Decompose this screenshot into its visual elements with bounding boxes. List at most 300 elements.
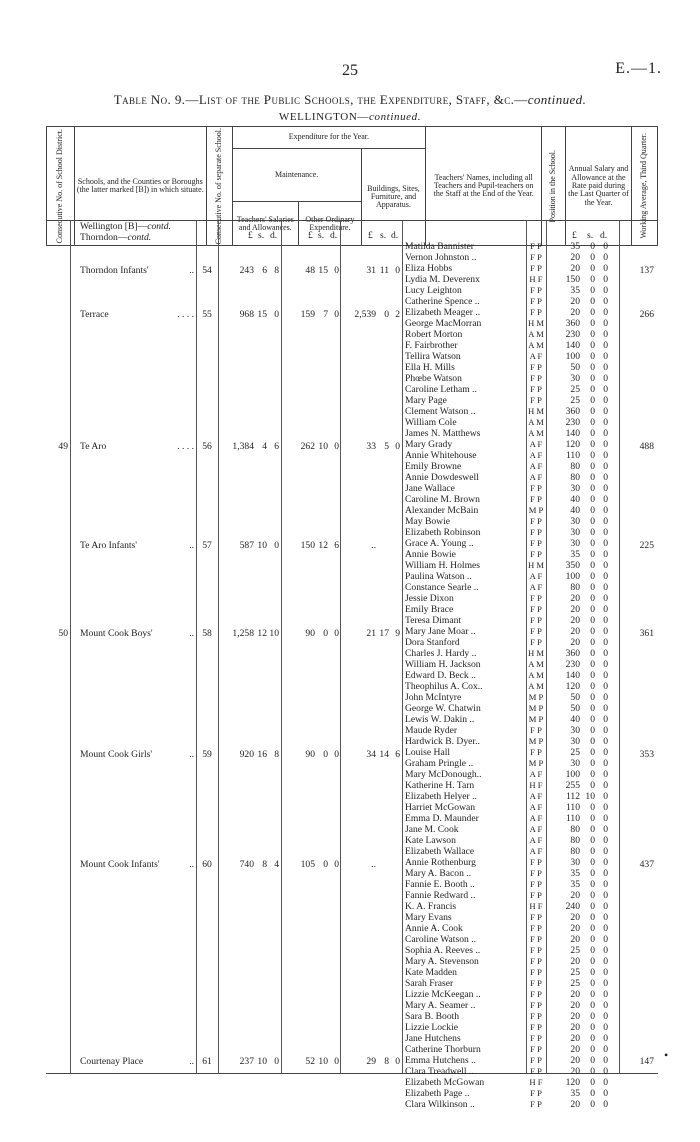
- teacher-row: [46, 615, 658, 626]
- teacher-name: Katherine H. Tarn: [405, 780, 475, 791]
- leader-dots: . . . .: [177, 309, 194, 320]
- salary-pounds: 50: [570, 703, 580, 714]
- salary-shillings: 0: [590, 505, 595, 516]
- district-cont: continued.: [368, 111, 422, 123]
- teacher-name: Elizabeth Page ..: [405, 1088, 470, 1099]
- salary-pence: 0: [603, 604, 608, 615]
- teacher-row: [46, 659, 658, 670]
- other-pence: 0: [334, 859, 339, 870]
- salary-pounds: 120: [565, 1077, 580, 1088]
- salary-pence: 0: [603, 747, 608, 758]
- header-consec-school: Consecutive No. of separate School.: [214, 128, 224, 245]
- salary-shillings: 0: [590, 340, 595, 351]
- teacher-position: A F: [529, 802, 543, 812]
- teacher-position: H M: [528, 406, 544, 416]
- other-pence: 0: [334, 265, 339, 276]
- salary-shillings: 0: [590, 923, 595, 934]
- salary-pence: 0: [603, 505, 608, 516]
- teacher-position: F P: [530, 615, 542, 625]
- teacher-row: [46, 1077, 658, 1088]
- salary-pence: 0: [603, 406, 608, 417]
- teacher-position: A F: [529, 582, 543, 592]
- salary-pence: 0: [603, 758, 608, 769]
- school-number: 61: [202, 1056, 212, 1067]
- teacher-row: [46, 879, 658, 890]
- unit-s: s.: [380, 230, 387, 241]
- teacher-row: [46, 637, 658, 648]
- working-average: 225: [639, 540, 654, 551]
- unit-s: s.: [587, 230, 594, 241]
- teacher-position: F P: [530, 263, 542, 273]
- salary-shillings: 0: [590, 527, 595, 538]
- teacher-name: Vernon Johnston ..: [405, 252, 477, 263]
- salary-pounds: 80: [570, 582, 580, 593]
- teacher-position: H F: [529, 1077, 543, 1087]
- teacher-name: Lydia M. Deverenx: [405, 274, 480, 285]
- teacher-row: [46, 1011, 658, 1022]
- salary-pounds: 140: [565, 428, 580, 439]
- salary-pence: 0: [603, 802, 608, 813]
- buildings-shillings: 11: [379, 265, 389, 276]
- salary-pounds: 30: [570, 538, 580, 549]
- salary-shillings: 0: [590, 318, 595, 329]
- salary-pounds: 20: [570, 307, 580, 318]
- salary-shillings: 0: [590, 978, 595, 989]
- teacher-position: F P: [530, 1011, 542, 1021]
- teacher-row: [46, 571, 658, 582]
- teacher-name: William H. Holmes: [405, 560, 481, 571]
- salary-shillings: 0: [590, 1077, 595, 1088]
- teacher-name: Mary Page: [405, 395, 447, 406]
- salaries-shillings: 4: [262, 441, 267, 452]
- salary-shillings: 0: [590, 780, 595, 791]
- teacher-position: F P: [530, 516, 542, 526]
- teacher-name: George MacMorran: [405, 318, 482, 329]
- margin-bullet: •: [664, 1048, 669, 1062]
- salaries-pounds: 243: [239, 265, 254, 276]
- buildings-pence: 0: [395, 441, 400, 452]
- teacher-position: F P: [530, 593, 542, 603]
- teacher-position: F P: [530, 1000, 542, 1010]
- salary-pence: 0: [603, 648, 608, 659]
- salary-pence: 0: [603, 879, 608, 890]
- school-name-text: Wellington [B]—: [80, 221, 148, 232]
- salaries-pence: 6: [274, 441, 279, 452]
- salary-pence: 0: [603, 1077, 608, 1088]
- salary-pounds: 25: [570, 978, 580, 989]
- teacher-row: [46, 956, 658, 967]
- buildings-pence: 0: [395, 265, 400, 276]
- salary-pence: 0: [603, 1099, 608, 1110]
- teacher-row: [46, 340, 658, 351]
- salary-pence: 0: [603, 538, 608, 549]
- salaries-pounds: 1,384: [232, 441, 254, 452]
- salary-shillings: 0: [590, 296, 595, 307]
- salary-shillings: 0: [590, 703, 595, 714]
- salary-shillings: 0: [590, 912, 595, 923]
- other-shillings: 0: [323, 859, 328, 870]
- salary-pence: 0: [603, 890, 608, 901]
- document-reference: E.—1.: [615, 60, 662, 77]
- teacher-row: [46, 439, 658, 450]
- salary-shillings: 0: [590, 461, 595, 472]
- school-name: [80, 221, 194, 232]
- teacher-row: [46, 604, 658, 615]
- school-number: 54: [202, 265, 212, 276]
- salary-pounds: 230: [565, 329, 580, 340]
- salary-pounds: 20: [570, 1099, 580, 1110]
- teacher-name: William H. Jackson: [405, 659, 481, 670]
- teacher-name: Matilda Bannister: [405, 241, 475, 252]
- buildings-pounds: ..: [371, 540, 376, 551]
- salary-pence: 0: [603, 978, 608, 989]
- teacher-name: Annie Rothenburg: [405, 857, 476, 868]
- other-shillings: 10: [318, 1056, 328, 1067]
- teacher-name: Mary Evans: [405, 912, 452, 923]
- teacher-row: [46, 846, 658, 857]
- salary-shillings: 0: [590, 472, 595, 483]
- teacher-row: [46, 384, 658, 395]
- salary-pence: 0: [603, 857, 608, 868]
- salary-pounds: 100: [565, 351, 580, 362]
- salary-pence: 0: [603, 681, 608, 692]
- salary-pounds: 20: [570, 890, 580, 901]
- salary-pence: 0: [603, 483, 608, 494]
- salary-shillings: 0: [590, 494, 595, 505]
- school-name-text: Te Aro Infants': [80, 540, 138, 551]
- teacher-row: [46, 1033, 658, 1044]
- salary-pounds: 35: [570, 285, 580, 296]
- salary-pounds: 40: [570, 505, 580, 516]
- salary-pence: 0: [603, 1033, 608, 1044]
- salary-pounds: 30: [570, 758, 580, 769]
- teacher-position: F P: [530, 252, 542, 262]
- teacher-row: [46, 461, 658, 472]
- salary-pounds: 110: [565, 450, 580, 461]
- teacher-row: [46, 329, 658, 340]
- other-pounds: 105: [300, 859, 315, 870]
- salary-pounds: 30: [570, 736, 580, 747]
- salary-shillings: 0: [590, 1022, 595, 1033]
- teacher-position: F P: [530, 538, 542, 548]
- table-title-cont: continued.: [527, 92, 587, 107]
- header-consec-district: Consecutive No. of School District.: [55, 129, 65, 244]
- teacher-position: A M: [528, 329, 544, 339]
- buildings-shillings: 17: [379, 628, 389, 639]
- salary-pounds: 35: [570, 879, 580, 890]
- salary-pence: 0: [603, 1022, 608, 1033]
- teacher-row: [46, 857, 658, 868]
- teacher-row: [46, 296, 658, 307]
- salary-pounds: 20: [570, 604, 580, 615]
- header-other-exp: Other Ordinary Expenditure.: [299, 202, 362, 246]
- teacher-position: F P: [530, 362, 542, 372]
- salary-pence: 0: [603, 373, 608, 384]
- teacher-position: F P: [530, 978, 542, 988]
- salary-pence: 0: [603, 714, 608, 725]
- salary-shillings: 0: [590, 857, 595, 868]
- salary-pounds: 20: [570, 1000, 580, 1011]
- header-position: Position in the School.: [548, 149, 558, 223]
- teacher-name: Teresa Dimant: [405, 615, 462, 626]
- teacher-name: May Bowie: [405, 516, 451, 527]
- salary-pounds: 35: [570, 868, 580, 879]
- teacher-position: F P: [530, 626, 542, 636]
- buildings-pounds: 2,539: [354, 309, 376, 320]
- teacher-name: Elizabeth Helyer ..: [405, 791, 477, 802]
- teacher-row: [46, 1044, 658, 1055]
- salary-pounds: 25: [570, 967, 580, 978]
- teacher-name: Paulina Watson ..: [405, 571, 472, 582]
- teacher-name: Edward D. Beck ..: [405, 670, 476, 681]
- salary-pence: 0: [603, 923, 608, 934]
- salary-pounds: 20: [570, 1066, 580, 1077]
- teacher-position: F P: [530, 483, 542, 493]
- teacher-name: Annie A. Cook: [405, 923, 463, 934]
- school-name-text: Thorndon Infants': [80, 265, 149, 276]
- salary-pence: 0: [603, 351, 608, 362]
- salary-pence: 0: [603, 428, 608, 439]
- salary-pence: 0: [603, 252, 608, 263]
- salary-pounds: 20: [570, 593, 580, 604]
- salary-pence: 0: [603, 318, 608, 329]
- buildings-shillings: 0: [384, 309, 389, 320]
- salary-shillings: 0: [590, 659, 595, 670]
- teacher-name: James N. Matthews: [405, 428, 481, 439]
- teacher-row: [46, 428, 658, 439]
- unit-s: s.: [258, 230, 265, 241]
- teacher-position: F P: [530, 494, 542, 504]
- header-buildings: Buildings, Sites, Furniture, and Apparatus.: [361, 149, 426, 246]
- teacher-name: Fannie E. Booth ..: [405, 879, 475, 890]
- working-average: 353: [639, 749, 654, 760]
- salary-pounds: 20: [570, 1033, 580, 1044]
- teacher-name: Annie Whitehouse: [405, 450, 477, 461]
- salary-pounds: 20: [570, 1011, 580, 1022]
- teacher-row: [46, 285, 658, 296]
- salaries-shillings: 16: [257, 749, 267, 760]
- buildings-pounds: 33: [366, 441, 376, 452]
- teacher-row: [46, 923, 658, 934]
- salary-shillings: 0: [590, 615, 595, 626]
- other-shillings: 0: [323, 749, 328, 760]
- teacher-position: A F: [529, 571, 543, 581]
- salary-pence: 0: [603, 868, 608, 879]
- salary-shillings: 0: [590, 747, 595, 758]
- salary-pounds: 35: [570, 241, 580, 252]
- teacher-row: [46, 802, 658, 813]
- header-salary: Annual Salary and Allowance at the Rate paid during the Last Quarter of the Year.: [565, 127, 632, 246]
- salary-shillings: 0: [590, 648, 595, 659]
- salaries-pence: 10: [269, 628, 279, 639]
- teacher-position: A F: [529, 351, 543, 361]
- teacher-name: Dora Stanford: [405, 637, 460, 648]
- teacher-row: [46, 307, 658, 318]
- salary-shillings: 0: [590, 373, 595, 384]
- salary-pence: 0: [603, 670, 608, 681]
- teacher-row: [46, 406, 658, 417]
- teacher-position: F P: [530, 912, 542, 922]
- teacher-name: Jessie Dixon: [405, 593, 454, 604]
- salary-pounds: 20: [570, 637, 580, 648]
- teacher-name: Catherine Spence ..: [405, 296, 480, 307]
- teacher-row: [46, 901, 658, 912]
- salary-pounds: 40: [570, 494, 580, 505]
- salaries-pounds: 237: [239, 1056, 254, 1067]
- teacher-position: M P: [528, 505, 544, 515]
- teacher-position: F P: [530, 989, 542, 999]
- salary-pence: 0: [603, 329, 608, 340]
- teacher-row: [46, 549, 658, 560]
- teacher-position: F P: [530, 395, 542, 405]
- other-shillings: 15: [318, 265, 328, 276]
- teacher-row: [46, 747, 658, 758]
- salary-shillings: 0: [590, 681, 595, 692]
- teacher-name: Phœbe Watson: [405, 373, 462, 384]
- teacher-name: Annie Dowdeswell: [405, 472, 479, 483]
- teacher-position: F P: [530, 637, 542, 647]
- salary-pounds: 20: [570, 934, 580, 945]
- teacher-name: Mary Jane Moar ..: [405, 626, 476, 637]
- salary-pence: 0: [603, 703, 608, 714]
- teacher-row: [46, 593, 658, 604]
- salary-pounds: 360: [565, 406, 580, 417]
- teacher-position: M P: [528, 703, 544, 713]
- salary-shillings: 0: [590, 956, 595, 967]
- buildings-pence: 0: [395, 1056, 400, 1067]
- salary-shillings: 0: [590, 1033, 595, 1044]
- salaries-pence: 4: [274, 859, 279, 870]
- teacher-row: [46, 241, 658, 252]
- salary-pence: 0: [603, 725, 608, 736]
- buildings-pence: 9: [395, 628, 400, 639]
- teacher-name: Sophia A. Reeves ..: [405, 945, 481, 956]
- district-title: [0, 111, 700, 123]
- school-name-text: Thorndon—: [80, 232, 128, 243]
- teacher-row: [46, 703, 658, 714]
- salary-pence: 0: [603, 791, 608, 802]
- teacher-position: F P: [530, 604, 542, 614]
- teacher-position: F P: [530, 1088, 542, 1098]
- teacher-position: M P: [528, 714, 544, 724]
- teacher-row: [46, 582, 658, 593]
- teacher-position: F P: [530, 1055, 542, 1065]
- other-pounds: 90: [305, 628, 315, 639]
- salary-pence: 0: [603, 1000, 608, 1011]
- teacher-row: [46, 736, 658, 747]
- working-average: 137: [639, 265, 654, 276]
- teacher-name: Elizabeth Wallace: [405, 846, 475, 857]
- salary-shillings: 0: [590, 274, 595, 285]
- teacher-name: Jane Wallace: [405, 483, 455, 494]
- salary-pounds: 20: [570, 923, 580, 934]
- salary-pence: 0: [603, 945, 608, 956]
- salary-pounds: 35: [570, 549, 580, 560]
- salary-pence: 0: [603, 901, 608, 912]
- teacher-name: Eliza Hobbs: [405, 263, 453, 274]
- salary-pounds: 25: [570, 945, 580, 956]
- salary-shillings: 10: [585, 791, 595, 802]
- working-average: 361: [639, 628, 654, 639]
- salary-shillings: 0: [590, 329, 595, 340]
- salary-pence: 0: [603, 472, 608, 483]
- teacher-position: A F: [529, 824, 543, 834]
- other-pounds: 150: [300, 540, 315, 551]
- other-pence: 0: [334, 1056, 339, 1067]
- salaries-pence: 0: [274, 309, 279, 320]
- salary-pounds: 80: [570, 472, 580, 483]
- salary-pounds: 25: [570, 747, 580, 758]
- teacher-position: M P: [528, 758, 544, 768]
- teacher-name: Jane Hutchens: [405, 1033, 461, 1044]
- salaries-shillings: 10: [257, 1056, 267, 1067]
- school-name-text: Mount Cook Girls': [80, 749, 153, 760]
- working-average: 437: [639, 859, 654, 870]
- salary-shillings: 0: [590, 637, 595, 648]
- teacher-name: Mary A. Seamer ..: [405, 1000, 476, 1011]
- salary-pounds: 230: [565, 659, 580, 670]
- teacher-name: Elizabeth Robinson: [405, 527, 481, 538]
- leader-dots: ..: [189, 1056, 194, 1067]
- salary-pounds: 20: [570, 1044, 580, 1055]
- teacher-row: [46, 1022, 658, 1033]
- header-working-avg: Working Average, Third Quarter.: [639, 133, 649, 239]
- salary-shillings: 0: [590, 868, 595, 879]
- leader-dots: ..: [189, 628, 194, 639]
- teacher-position: A M: [528, 681, 544, 691]
- teacher-position: F P: [530, 241, 542, 251]
- teacher-row: [46, 791, 658, 802]
- salary-pence: 0: [603, 1055, 608, 1066]
- teacher-name: Clement Watson ..: [405, 406, 476, 417]
- teacher-name: K. A. Francis: [405, 901, 457, 912]
- teacher-name: Fannie Redward ..: [405, 890, 476, 901]
- salary-pence: 0: [603, 560, 608, 571]
- salary-pence: 0: [603, 593, 608, 604]
- salary-shillings: 0: [590, 692, 595, 703]
- salary-pounds: 240: [565, 901, 580, 912]
- teacher-name: Elizabeth Meager ..: [405, 307, 481, 318]
- salary-pence: 0: [603, 637, 608, 648]
- salary-pence: 0: [603, 769, 608, 780]
- salary-shillings: 0: [590, 824, 595, 835]
- salary-shillings: 0: [590, 1044, 595, 1055]
- salary-shillings: 0: [590, 890, 595, 901]
- salary-shillings: 0: [590, 428, 595, 439]
- unit-d: d.: [270, 230, 278, 241]
- salary-shillings: 0: [590, 736, 595, 747]
- salary-pounds: 140: [565, 340, 580, 351]
- teacher-row: [46, 362, 658, 373]
- teacher-name: Emily Brace: [405, 604, 454, 615]
- salary-shillings: 0: [590, 384, 595, 395]
- teacher-position: H M: [528, 318, 544, 328]
- salary-shillings: 0: [590, 879, 595, 890]
- table-title: [0, 92, 700, 108]
- teacher-name: Ella H. Mills: [405, 362, 455, 373]
- salary-pence: 0: [603, 912, 608, 923]
- teacher-name: Kate Lawson: [405, 835, 456, 846]
- salary-pence: 0: [603, 967, 608, 978]
- salary-shillings: 0: [590, 351, 595, 362]
- teacher-position: H M: [528, 648, 544, 658]
- teacher-row: [46, 263, 658, 274]
- teacher-name: Lizzie McKeegan ..: [405, 989, 481, 1000]
- salaries-shillings: 8: [262, 859, 267, 870]
- teacher-position: M P: [528, 692, 544, 702]
- teacher-name: Mary Grady: [405, 439, 453, 450]
- salary-shillings: 0: [590, 1055, 595, 1066]
